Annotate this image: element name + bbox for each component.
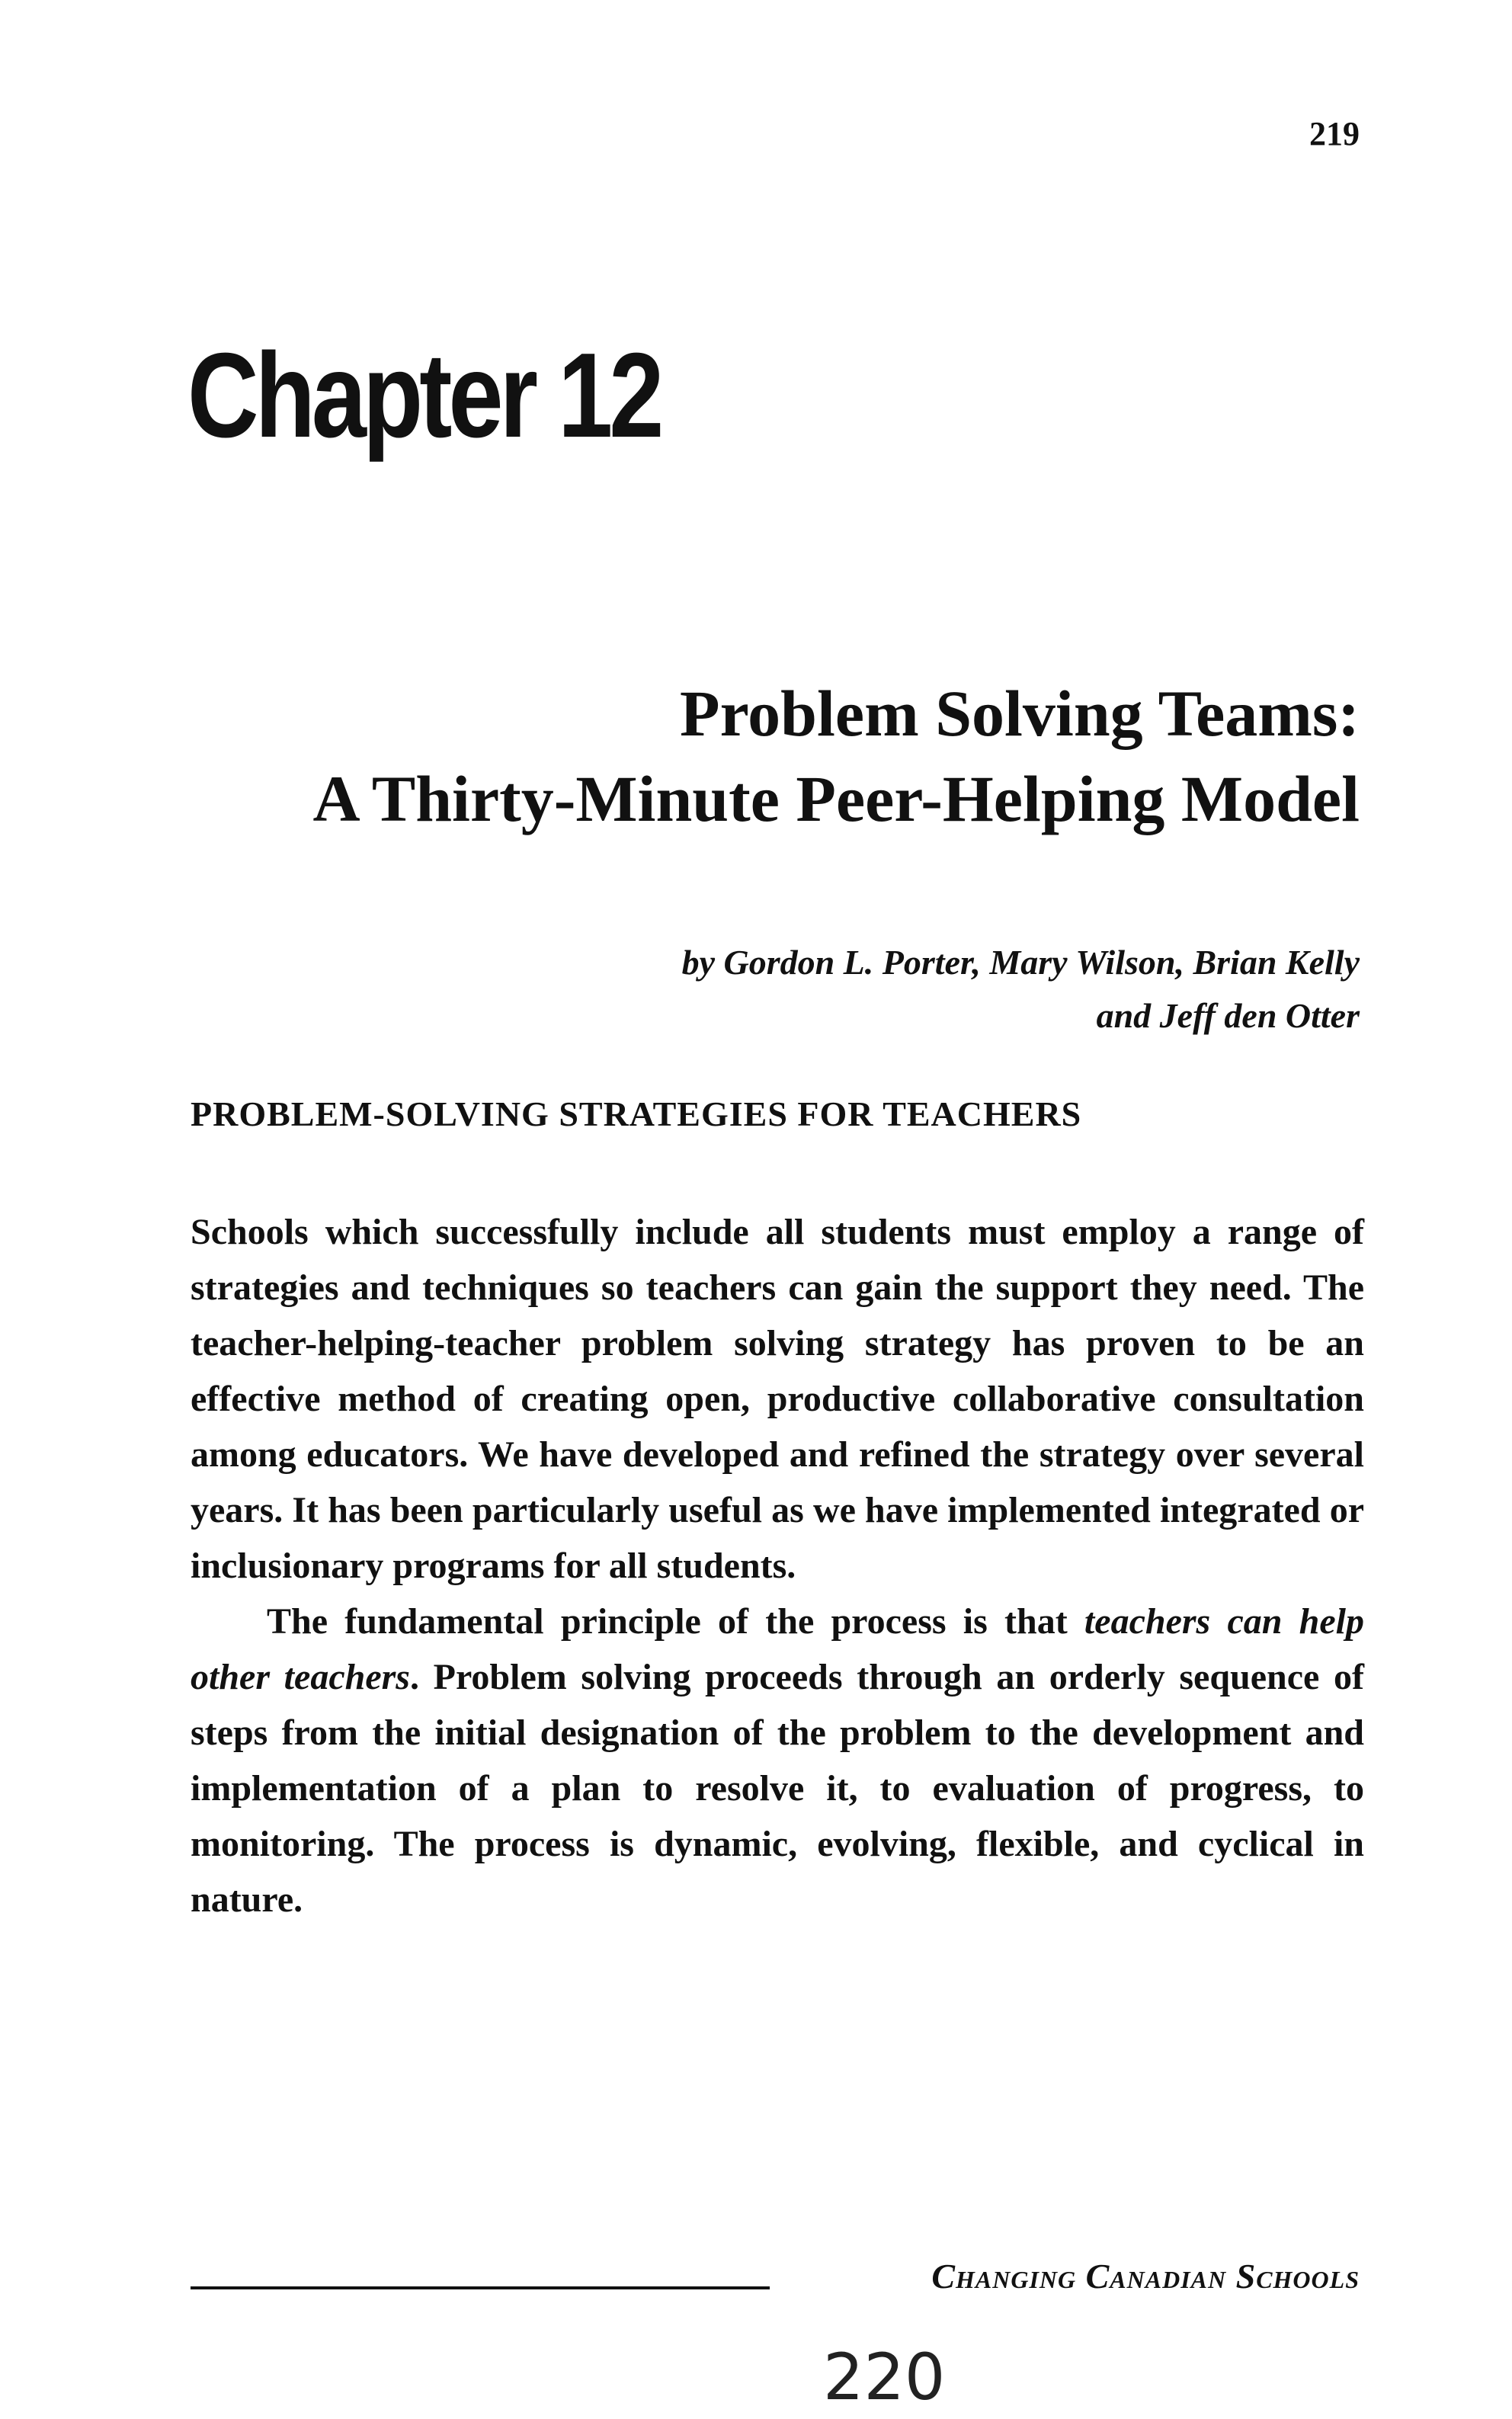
chapter-title-line-2: A Thirty-Minute Peer-Helping Model bbox=[312, 762, 1360, 835]
page-number: 219 bbox=[1309, 115, 1360, 152]
paragraph-2 bbox=[191, 1594, 1364, 1927]
chapter-heading: Chapter 12 bbox=[187, 328, 661, 463]
chapter-title-line-1: Problem Solving Teams: bbox=[680, 677, 1360, 750]
footer-book-title: Changing Canadian Schools bbox=[931, 2257, 1360, 2296]
byline-line-2: and Jeff den Otter bbox=[1096, 996, 1360, 1035]
section-heading: PROBLEM-SOLVING STRATEGIES FOR TEACHERS bbox=[191, 1094, 1082, 1133]
byline-line-1: by Gordon L. Porter, Mary Wilson, Brian Kelly bbox=[681, 943, 1360, 982]
body-text bbox=[191, 1204, 1364, 1927]
author-byline bbox=[682, 936, 1360, 1043]
footer-rule bbox=[191, 2286, 770, 2289]
paragraph-1: Schools which successfully include all students must employ a range of strategies and techniques so teachers can gain the support they need. The teacher-helping-teacher problem solving strategy has proven to be an effective method of creating open, productive collaborative consultation among educators. We have developed and refined the strategy over several years. It has been particularly useful as we have implemented integrated or inclusionary programs for all students. bbox=[191, 1212, 1364, 1586]
paragraph-2-start: The fundamental principle of the process is that bbox=[267, 1601, 1084, 1642]
paragraph-2-emphasis: teachers can help other teachers bbox=[191, 1601, 1365, 1697]
paragraph-2-end: . Problem solving proceeds through an orderly sequence of steps from the initial designation of the problem to the development and implementation of a plan to resolve it, to evaluation of progress, to monitoring. The process is dynamic, evolving, flexible, and cyclical in nature. bbox=[191, 1657, 1364, 1920]
scan-page-number: 220 bbox=[823, 2340, 946, 2414]
chapter-title bbox=[313, 671, 1360, 841]
